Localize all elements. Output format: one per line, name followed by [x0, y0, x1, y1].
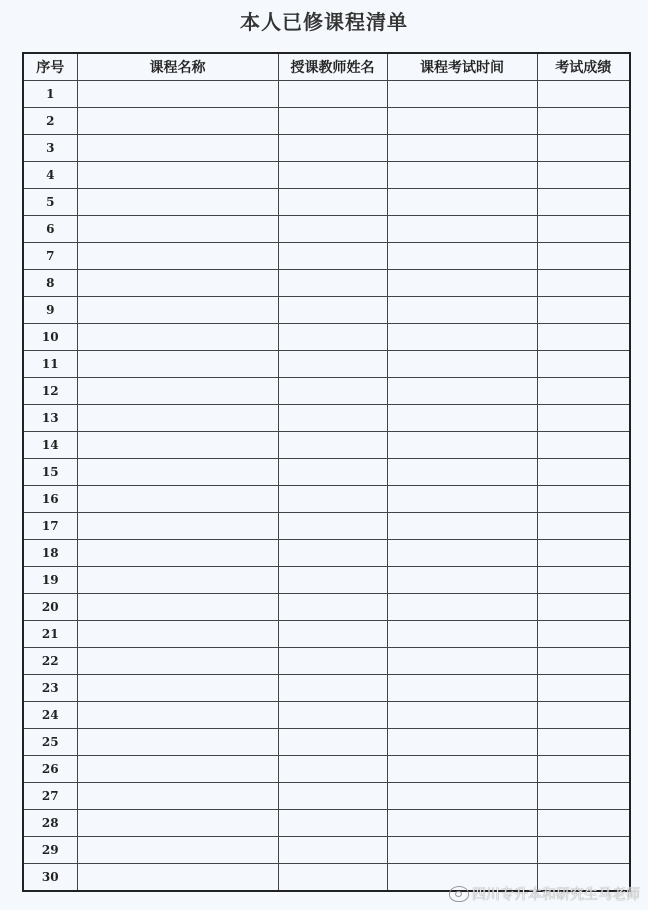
- table-row: [23, 324, 630, 351]
- cell-course-name[interactable]: [77, 864, 278, 892]
- cell-exam-time[interactable]: [387, 540, 537, 567]
- table-row: [23, 837, 630, 864]
- cell-exam-score[interactable]: [537, 513, 630, 540]
- row-index: 17: [23, 513, 77, 540]
- cell-exam-score[interactable]: [537, 540, 630, 567]
- cell-exam-score[interactable]: [537, 270, 630, 297]
- row-index: 8: [23, 270, 77, 297]
- cell-exam-score[interactable]: [537, 432, 630, 459]
- table-row: [23, 243, 630, 270]
- cell-exam-time[interactable]: [387, 459, 537, 486]
- cell-course-name[interactable]: [77, 729, 278, 756]
- cell-exam-time[interactable]: [387, 270, 537, 297]
- table-row: [23, 810, 630, 837]
- row-index: 23: [23, 675, 77, 702]
- weibo-icon: [449, 886, 469, 902]
- cell-teacher-name[interactable]: [278, 189, 387, 216]
- cell-teacher-name[interactable]: [278, 594, 387, 621]
- row-index: 9: [23, 297, 77, 324]
- header-index: 序号: [23, 53, 77, 81]
- table-row: [23, 297, 630, 324]
- cell-course-name[interactable]: [77, 405, 278, 432]
- cell-exam-time[interactable]: [387, 621, 537, 648]
- table-row: [23, 567, 630, 594]
- cell-teacher-name[interactable]: [278, 783, 387, 810]
- cell-course-name[interactable]: [77, 378, 278, 405]
- table-row: [23, 621, 630, 648]
- cell-course-name[interactable]: [77, 81, 278, 108]
- cell-teacher-name[interactable]: [278, 108, 387, 135]
- row-index: 28: [23, 810, 77, 837]
- cell-course-name[interactable]: [77, 675, 278, 702]
- cell-course-name[interactable]: [77, 189, 278, 216]
- header-teacher-name: 授课教师姓名: [278, 53, 387, 81]
- row-index: 24: [23, 702, 77, 729]
- cell-exam-score[interactable]: [537, 567, 630, 594]
- cell-exam-time[interactable]: [387, 432, 537, 459]
- cell-exam-time[interactable]: [387, 378, 537, 405]
- table-row: [23, 378, 630, 405]
- cell-exam-time[interactable]: [387, 513, 537, 540]
- course-list-table: [22, 52, 631, 892]
- row-index: 26: [23, 756, 77, 783]
- table-row: [23, 675, 630, 702]
- cell-teacher-name[interactable]: [278, 297, 387, 324]
- cell-exam-time[interactable]: [387, 648, 537, 675]
- cell-exam-time[interactable]: [387, 405, 537, 432]
- row-index: 15: [23, 459, 77, 486]
- cell-exam-time[interactable]: [387, 135, 537, 162]
- cell-exam-time[interactable]: [387, 702, 537, 729]
- cell-exam-time[interactable]: [387, 756, 537, 783]
- cell-teacher-name[interactable]: [278, 810, 387, 837]
- watermark: [449, 884, 640, 904]
- cell-teacher-name[interactable]: [278, 270, 387, 297]
- row-index: 1: [23, 81, 77, 108]
- cell-course-name[interactable]: [77, 756, 278, 783]
- cell-course-name[interactable]: [77, 351, 278, 378]
- row-index: 5: [23, 189, 77, 216]
- cell-exam-score[interactable]: [537, 243, 630, 270]
- cell-course-name[interactable]: [77, 270, 278, 297]
- table-row: [23, 648, 630, 675]
- cell-teacher-name[interactable]: [278, 405, 387, 432]
- table-row: [23, 216, 630, 243]
- cell-course-name[interactable]: [77, 513, 278, 540]
- cell-course-name[interactable]: [77, 162, 278, 189]
- cell-teacher-name[interactable]: [278, 216, 387, 243]
- table-row: [23, 486, 630, 513]
- row-index: 2: [23, 108, 77, 135]
- cell-exam-score[interactable]: [537, 648, 630, 675]
- table-row: [23, 270, 630, 297]
- cell-exam-time[interactable]: [387, 243, 537, 270]
- cell-exam-score[interactable]: [537, 351, 630, 378]
- cell-exam-score[interactable]: [537, 378, 630, 405]
- cell-exam-score[interactable]: [537, 324, 630, 351]
- cell-exam-score[interactable]: [537, 108, 630, 135]
- cell-exam-score[interactable]: [537, 702, 630, 729]
- table-body: [23, 81, 630, 892]
- row-index: 7: [23, 243, 77, 270]
- table-row: [23, 594, 630, 621]
- table-row: [23, 783, 630, 810]
- cell-exam-time[interactable]: [387, 189, 537, 216]
- cell-teacher-name[interactable]: [278, 567, 387, 594]
- cell-course-name[interactable]: [77, 459, 278, 486]
- cell-course-name[interactable]: [77, 783, 278, 810]
- cell-exam-score[interactable]: [537, 756, 630, 783]
- table-row: [23, 162, 630, 189]
- cell-exam-time[interactable]: [387, 729, 537, 756]
- cell-course-name[interactable]: [77, 297, 278, 324]
- row-index: 25: [23, 729, 77, 756]
- row-index: 20: [23, 594, 77, 621]
- table-row: [23, 513, 630, 540]
- cell-teacher-name[interactable]: [278, 648, 387, 675]
- row-index: 4: [23, 162, 77, 189]
- header-course-name: 课程名称: [77, 53, 278, 81]
- cell-teacher-name[interactable]: [278, 486, 387, 513]
- cell-teacher-name[interactable]: [278, 324, 387, 351]
- row-index: 29: [23, 837, 77, 864]
- cell-teacher-name[interactable]: [278, 513, 387, 540]
- row-index: 27: [23, 783, 77, 810]
- cell-exam-score[interactable]: [537, 405, 630, 432]
- cell-teacher-name[interactable]: [278, 837, 387, 864]
- cell-exam-time[interactable]: [387, 783, 537, 810]
- cell-course-name[interactable]: [77, 594, 278, 621]
- cell-exam-time[interactable]: [387, 837, 537, 864]
- table-row: [23, 702, 630, 729]
- row-index: 14: [23, 432, 77, 459]
- row-index: 10: [23, 324, 77, 351]
- cell-course-name[interactable]: [77, 540, 278, 567]
- table-row: [23, 108, 630, 135]
- cell-teacher-name[interactable]: [278, 459, 387, 486]
- cell-course-name[interactable]: [77, 432, 278, 459]
- cell-teacher-name[interactable]: [278, 135, 387, 162]
- watermark-text: 四川专升本和研究生马老师: [472, 887, 640, 903]
- cell-exam-score[interactable]: [537, 486, 630, 513]
- table-row: [23, 540, 630, 567]
- header-exam-score: 考试成绩: [537, 53, 630, 81]
- row-index: 19: [23, 567, 77, 594]
- row-index: 13: [23, 405, 77, 432]
- cell-course-name[interactable]: [77, 702, 278, 729]
- cell-course-name[interactable]: [77, 135, 278, 162]
- cell-exam-score[interactable]: [537, 810, 630, 837]
- cell-exam-score[interactable]: [537, 216, 630, 243]
- row-index: 6: [23, 216, 77, 243]
- cell-teacher-name[interactable]: [278, 378, 387, 405]
- row-index: 3: [23, 135, 77, 162]
- cell-course-name[interactable]: [77, 486, 278, 513]
- row-index: 18: [23, 540, 77, 567]
- cell-exam-score[interactable]: [537, 162, 630, 189]
- cell-exam-score[interactable]: [537, 621, 630, 648]
- row-index: 21: [23, 621, 77, 648]
- cell-course-name[interactable]: [77, 567, 278, 594]
- cell-teacher-name[interactable]: [278, 756, 387, 783]
- cell-teacher-name[interactable]: [278, 702, 387, 729]
- cell-exam-time[interactable]: [387, 297, 537, 324]
- cell-course-name[interactable]: [77, 837, 278, 864]
- table-header-row: [23, 53, 630, 81]
- cell-exam-score[interactable]: [537, 135, 630, 162]
- cell-course-name[interactable]: [77, 810, 278, 837]
- cell-teacher-name[interactable]: [278, 729, 387, 756]
- cell-course-name[interactable]: [77, 243, 278, 270]
- cell-teacher-name[interactable]: [278, 81, 387, 108]
- cell-teacher-name[interactable]: [278, 351, 387, 378]
- header-exam-time: 课程考试时间: [387, 53, 537, 81]
- row-index: 12: [23, 378, 77, 405]
- cell-teacher-name[interactable]: [278, 621, 387, 648]
- page-title: 本人已修课程清单: [240, 10, 408, 34]
- cell-teacher-name[interactable]: [278, 162, 387, 189]
- cell-exam-score[interactable]: [537, 675, 630, 702]
- cell-exam-time[interactable]: [387, 486, 537, 513]
- cell-course-name[interactable]: [77, 621, 278, 648]
- table-row: [23, 729, 630, 756]
- cell-exam-score[interactable]: [537, 837, 630, 864]
- cell-teacher-name[interactable]: [278, 864, 387, 892]
- cell-course-name[interactable]: [77, 108, 278, 135]
- cell-exam-score[interactable]: [537, 189, 630, 216]
- row-index: 22: [23, 648, 77, 675]
- cell-exam-time[interactable]: [387, 81, 537, 108]
- cell-exam-score[interactable]: [537, 729, 630, 756]
- table-row: [23, 432, 630, 459]
- cell-exam-time[interactable]: [387, 162, 537, 189]
- table-row: [23, 351, 630, 378]
- cell-exam-time[interactable]: [387, 810, 537, 837]
- cell-exam-score[interactable]: [537, 594, 630, 621]
- cell-exam-time[interactable]: [387, 351, 537, 378]
- row-index: 16: [23, 486, 77, 513]
- cell-course-name[interactable]: [77, 324, 278, 351]
- table-row: [23, 405, 630, 432]
- cell-exam-time[interactable]: [387, 567, 537, 594]
- cell-exam-time[interactable]: [387, 594, 537, 621]
- cell-exam-score[interactable]: [537, 297, 630, 324]
- cell-exam-score[interactable]: [537, 81, 630, 108]
- table-row: [23, 135, 630, 162]
- cell-teacher-name[interactable]: [278, 540, 387, 567]
- row-index: 30: [23, 864, 77, 892]
- cell-course-name[interactable]: [77, 648, 278, 675]
- table-row: [23, 189, 630, 216]
- table-row: [23, 459, 630, 486]
- row-index: 11: [23, 351, 77, 378]
- cell-exam-time[interactable]: [387, 108, 537, 135]
- table-row: [23, 81, 630, 108]
- cell-teacher-name[interactable]: [278, 432, 387, 459]
- cell-teacher-name[interactable]: [278, 675, 387, 702]
- cell-exam-time[interactable]: [387, 216, 537, 243]
- cell-exam-score[interactable]: [537, 459, 630, 486]
- cell-exam-time[interactable]: [387, 675, 537, 702]
- cell-teacher-name[interactable]: [278, 243, 387, 270]
- table-row: [23, 756, 630, 783]
- cell-exam-score[interactable]: [537, 783, 630, 810]
- cell-course-name[interactable]: [77, 216, 278, 243]
- cell-exam-time[interactable]: [387, 324, 537, 351]
